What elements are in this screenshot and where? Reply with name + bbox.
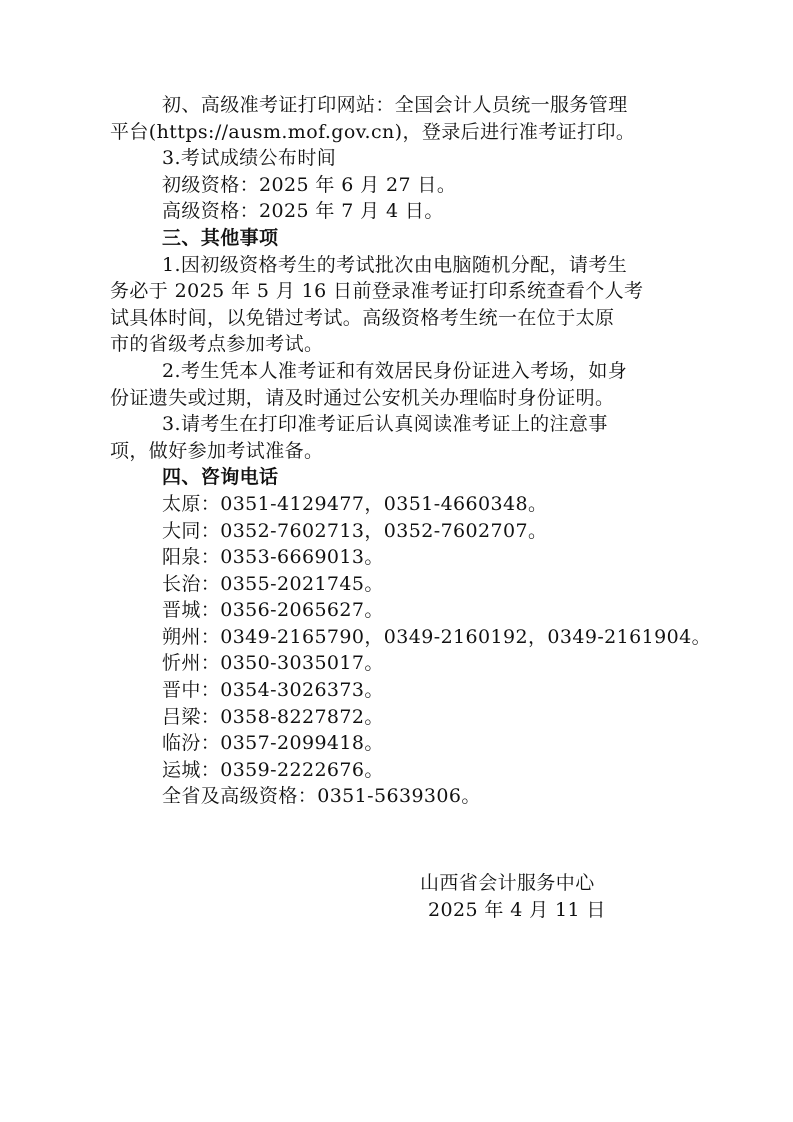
other-item1-line4: 市的省级考点参加考试。 <box>110 333 324 356</box>
other-item1-line3: 试具体时间，以免错过考试。高级资格考生统一在位于太原 <box>110 306 615 329</box>
contact-lvliang: 吕梁：0358-8227872。 <box>162 705 384 728</box>
document-body <box>110 92 711 810</box>
result-primary: 初级资格：2025 年 6 月 27 日。 <box>162 173 457 196</box>
section-other-heading: 三、其他事项 <box>162 226 279 249</box>
contact-xinzhou: 忻州：0350-3035017。 <box>162 652 384 675</box>
contact-jinzhong: 晋中：0354-3026373。 <box>162 679 384 702</box>
contact-yangquan: 阳泉：0353-6669013。 <box>162 546 384 569</box>
section-contact-heading: 四、咨询电话 <box>162 466 279 489</box>
result-heading: 3.考试成绩公布时间 <box>162 147 337 170</box>
other-item1-line2: 务必于 2025 年 5 月 16 日前登录准考证打印系统查看个人考 <box>110 280 644 303</box>
contact-jincheng: 晋城：0356-2065627。 <box>162 599 384 622</box>
contact-changzhi: 长治：0355-2021745。 <box>162 572 384 595</box>
website-line-2: 平台(https://ausm.mof.gov.cn)，登录后进行准考证打印。 <box>110 120 636 143</box>
other-item2-line1: 2.考生凭本人准考证和有效居民身份证进入考场，如身 <box>162 359 628 382</box>
signature-date: 2025 年 4 月 11 日 <box>428 899 606 921</box>
signature-org: 山西省会计服务中心 <box>420 872 595 894</box>
contact-province-senior: 全省及高级资格：0351-5639306。 <box>162 785 481 808</box>
contact-linfen: 临汾：0357-2099418。 <box>162 732 384 755</box>
signature-block <box>420 870 606 924</box>
contact-datong: 大同：0352-7602713，0352-7602707。 <box>162 519 548 542</box>
contact-shuozhou: 朔州：0349-2165790，0349-2160192，0349-2161904。 <box>162 625 711 648</box>
other-item3-line2: 项，做好参加考试准备。 <box>110 439 324 462</box>
other-item3-line1: 3.请考生在打印准考证后认真阅读准考证上的注意事 <box>162 413 608 436</box>
contact-taiyuan: 太原：0351-4129477，0351-4660348。 <box>162 492 548 515</box>
result-senior: 高级资格：2025 年 7 月 4 日。 <box>162 200 444 223</box>
other-item1-line1: 1.因初级资格考生的考试批次由电脑随机分配，请考生 <box>162 253 628 276</box>
website-line-1: 初、高级准考证打印网站：全国会计人员统一服务管理 <box>162 94 628 116</box>
other-item2-line2: 份证遗失或过期，请及时通过公安机关办理临时身份证明。 <box>110 386 615 409</box>
contact-yuncheng: 运城：0359-2222676。 <box>162 758 384 781</box>
